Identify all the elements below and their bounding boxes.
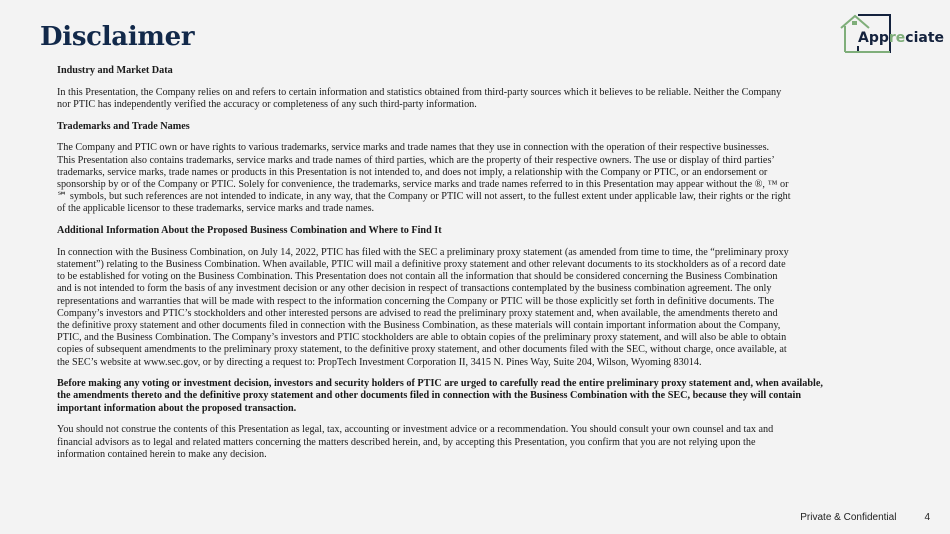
confidential-label: Private & Confidential [800, 512, 897, 523]
text-line: representations and warranties that will be made with respect to the information concerning the Company or PTIC will be those explicitly set forth in definitive documents. The [57, 295, 774, 307]
text-line: statement”) relating to the Business Combination. When available, PTIC will mail a definitive proxy statement and other relevant documents to its stockholders as of a record date [57, 258, 786, 270]
text-line: information contained herein to make any decision. [57, 448, 267, 460]
text-line: Additional Information About the Proposed Business Combination and Where to Find It [57, 225, 442, 237]
text-line: Industry and Market Data [57, 65, 173, 76]
text-line: to be established for voting on the Business Combination. This Presentation does not contain all the information that should be considered concerning the Business Combination [57, 271, 778, 283]
text-line: Company’s investors and PTIC’s stockholders and other interested persons are advised to read the preliminary proxy statement and, when available, the amendments thereto and [57, 307, 778, 319]
footer [772, 512, 930, 523]
disclaimer-content [57, 65, 897, 470]
text-line: trademarks, service marks, trade names or products in this Presentation is not intended to, and does not imply, a relationship with the Company or PTIC, or an endorsement or [57, 166, 768, 178]
section-heading [57, 65, 897, 77]
page-title: Disclaimer [40, 22, 195, 52]
text-line: Before making any voting or investment decision, investors and security holders of PTIC are urged to carefully read the entire preliminary proxy statement and, when available, [57, 378, 823, 390]
appreciate-logo [840, 10, 945, 58]
text-line: and is not intended to form the basis of any investment decision or any other decision in respect of transactions contemplated by the business combination agreement. The only [57, 283, 772, 295]
paragraph [57, 378, 897, 415]
page-number: 4 [924, 512, 930, 523]
text-line: the definitive proxy statement and other documents filed in connection with the Business Combination, as these materials will contain important information about the Company, [57, 319, 781, 331]
text-line: copies of subsequent amendments to the preliminary proxy statement, to the definitive proxy statement, and other documents filed with the SEC, without charge, once available, at [57, 344, 787, 356]
paragraph [57, 142, 897, 215]
section-heading [57, 225, 897, 237]
logo-text: Appreciate [858, 30, 945, 46]
text-line: important information about the proposed transaction. [57, 402, 297, 414]
text-line: In this Presentation, the Company relies on and refers to certain information and statistics obtained from third-party sources which it believes to be reliable. Neither the Company [57, 86, 782, 98]
text-line: the SEC’s website at www.sec.gov, or by directing a request to: PropTech Investment Corporation II, 3415 N. Pines Way, Suite 204, Wilson, Wyoming 83014. [57, 356, 702, 368]
text-line: You should not construe the contents of this Presentation as legal, tax, accounting or investment advice or a recommendation. You should consult your own counsel and tax and [57, 424, 774, 436]
text-line: financial advisors as to legal and related matters concerning the matters described herein, and, by accepting this Presentation, you confirm that you are not relying upon the [57, 436, 756, 448]
text-line: Trademarks and Trade Names [57, 120, 190, 132]
text-line: This Presentation also contains trademarks, service marks and trade names of third parties, which are the property of their respective owners. The use or display of third parties’ [57, 154, 775, 166]
text-line: The Company and PTIC own or have rights to various trademarks, service marks and trade names that they use in connection with the operation of their respective businesses. [57, 142, 770, 154]
paragraph [57, 87, 897, 111]
text-line: sponsorship by or of the Company or PTIC. Solely for convenience, the trademarks, service marks and trade names referred to in this Presentation may appear without the ®, ™ or [57, 178, 789, 190]
text-line: In connection with the Business Combination, on July 14, 2022, PTIC has filed with the SEC a preliminary proxy statement (as amended from time to time, the “preliminary proxy [57, 246, 789, 258]
text-line: PTIC, and the Business Combination. The Company’s investors and PTIC stockholders are able to obtain copies of the preliminary proxy statement, and will also be able to obtain [57, 332, 787, 344]
paragraph [57, 424, 897, 461]
text-line: the amendments thereto and the definitive proxy statement and other documents filed in connection with the Business Combination with the SEC, because they will contain [57, 390, 801, 402]
paragraph [57, 247, 897, 369]
text-line: ℠ symbols, but such references are not intended to indicate, in any way, that the Company or PTIC will not assert, to the fullest extent under applicable law, their rights or the right [57, 191, 791, 203]
text-line: nor PTIC has independently verified the accuracy or completeness of any such third-party information. [57, 98, 477, 110]
section-heading [57, 121, 897, 133]
text-line: of the applicable licensor to these trademarks, service marks and trade names. [57, 203, 375, 215]
